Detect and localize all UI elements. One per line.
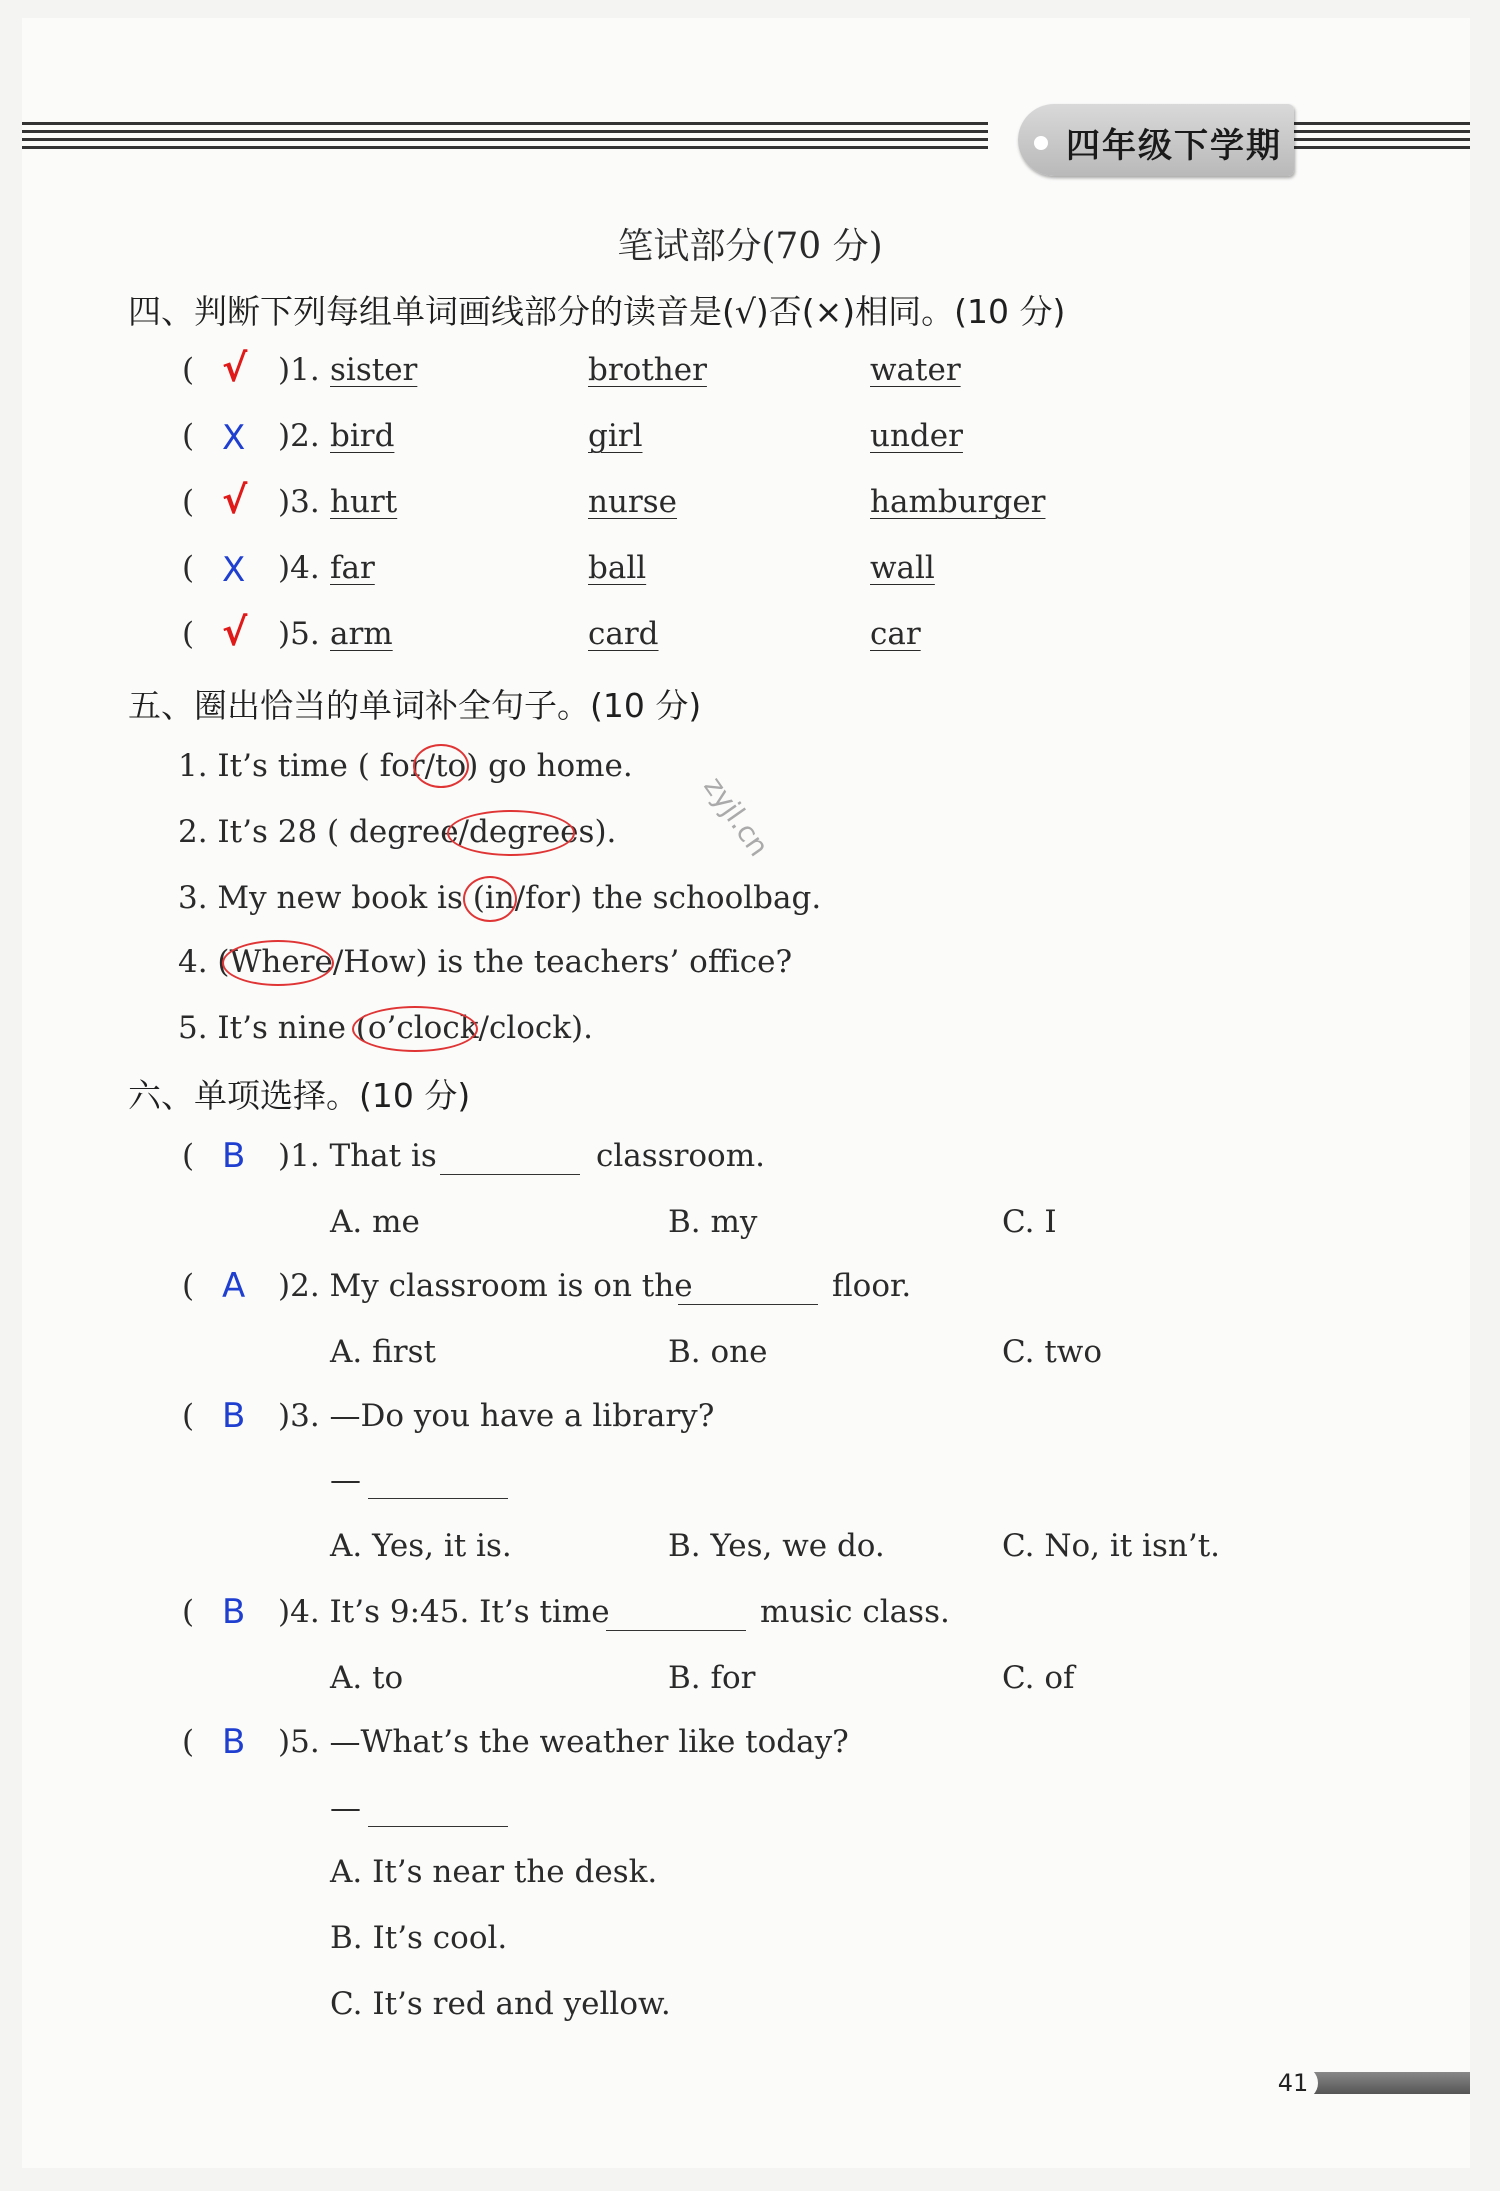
answer-mark: B	[222, 1592, 246, 1632]
word: hurt	[330, 484, 398, 520]
question-text-end: classroom.	[596, 1138, 765, 1174]
word: sister	[330, 352, 418, 388]
word: arm	[330, 616, 393, 652]
open-paren: (	[182, 1398, 195, 1434]
question-text: )2. My classroom is on the	[278, 1268, 693, 1304]
reply-dash: —	[330, 1790, 361, 1826]
header-rule-right	[1290, 122, 1470, 160]
item-number: )3.	[278, 484, 320, 520]
answer-mark: X	[222, 418, 246, 458]
answer-mark: X	[222, 550, 246, 590]
header-rule	[22, 122, 988, 160]
question-text: )5. —What’s the weather like today?	[278, 1724, 849, 1760]
item-number: )1.	[278, 352, 320, 388]
open-paren: (	[182, 1724, 195, 1760]
question-text: )1. That is	[278, 1138, 437, 1174]
page-number-bar	[1296, 2072, 1470, 2094]
word: card	[588, 616, 659, 652]
answer-mark: √	[222, 346, 248, 390]
word: nurse	[588, 484, 678, 520]
sentence: 2. It’s 28 ( degree/degrees).	[178, 814, 617, 850]
open-paren: (	[182, 550, 195, 586]
section4-heading: 四、判断下列每组单词画线部分的读音是(√)否(×)相同。(10 分)	[128, 292, 1066, 331]
answer-circle	[413, 744, 469, 788]
word: car	[870, 616, 921, 652]
page-number: 41	[1268, 2066, 1318, 2100]
option-c: C. It’s red and yellow.	[330, 1986, 671, 2022]
sentence: 4. (Where/How) is the teachers’ office?	[178, 944, 793, 980]
open-paren: (	[182, 1268, 195, 1304]
section6-heading: 六、单项选择。(10 分)	[128, 1076, 471, 1115]
open-paren: (	[182, 1594, 195, 1630]
word: wall	[870, 550, 935, 586]
answer-mark: B	[222, 1722, 246, 1762]
word: far	[330, 550, 375, 586]
answer-mark: B	[222, 1136, 246, 1176]
option-a: A. me	[330, 1204, 420, 1240]
badge-label: 四年级下学期	[1066, 126, 1282, 166]
option-b: B. one	[668, 1334, 768, 1370]
word: girl	[588, 418, 643, 454]
open-paren: (	[182, 418, 195, 454]
open-paren: (	[182, 352, 195, 388]
badge-dot-icon	[1034, 136, 1048, 150]
option-a: A. It’s near the desk.	[330, 1854, 658, 1890]
option-a: A. to	[330, 1660, 404, 1696]
option-b: B. my	[668, 1204, 758, 1240]
sentence: 3. My new book is (in/for) the schoolbag.	[178, 880, 822, 916]
option-b: B. It’s cool.	[330, 1920, 508, 1956]
item-number: )2.	[278, 418, 320, 454]
answer-mark: √	[222, 478, 248, 522]
section5-heading: 五、圈出恰当的单词补全句子。(10 分)	[128, 686, 702, 725]
answer-circle	[463, 876, 517, 922]
word: water	[870, 352, 961, 388]
option-b: B. for	[668, 1660, 756, 1696]
answer-circle	[352, 1006, 478, 1052]
word: hamburger	[870, 484, 1046, 520]
word: under	[870, 418, 963, 454]
page-title: 笔试部分(70 分)	[617, 226, 883, 267]
option-a: A. first	[330, 1334, 436, 1370]
reply-dash: —	[330, 1462, 361, 1498]
answer-mark: B	[222, 1396, 246, 1436]
answer-circle	[222, 940, 334, 986]
question-text: )3. —Do you have a library?	[278, 1398, 715, 1434]
sentence: 1. It’s time ( for/to) go home.	[178, 748, 633, 784]
answer-blank	[440, 1148, 580, 1175]
open-paren: (	[182, 616, 195, 652]
option-c: C. two	[1002, 1334, 1102, 1370]
item-number: )4.	[278, 550, 320, 586]
item-number: )5.	[278, 616, 320, 652]
question-text-end: floor.	[832, 1268, 912, 1304]
answer-blank	[368, 1472, 508, 1499]
option-b: B. Yes, we do.	[668, 1528, 885, 1564]
option-a: A. Yes, it is.	[330, 1528, 512, 1564]
answer-mark: √	[222, 610, 248, 654]
option-c: C. No, it isn’t.	[1002, 1528, 1220, 1564]
word: ball	[588, 550, 647, 586]
option-c: C. of	[1002, 1660, 1075, 1696]
answer-blank	[678, 1278, 818, 1305]
open-paren: (	[182, 484, 195, 520]
answer-circle	[447, 810, 575, 856]
answer-blank	[606, 1604, 746, 1631]
word: brother	[588, 352, 707, 388]
open-paren: (	[182, 1138, 195, 1174]
option-c: C. I	[1002, 1204, 1057, 1240]
sentence: 5. It’s nine (o’clock/clock).	[178, 1010, 593, 1046]
word: bird	[330, 418, 395, 454]
question-text: )4. It’s 9:45. It’s time	[278, 1594, 610, 1630]
answer-blank	[368, 1800, 508, 1827]
answer-mark: A	[222, 1266, 246, 1306]
question-text-end: music class.	[760, 1594, 950, 1630]
grade-badge	[1018, 104, 1294, 176]
watermark: zyjl.cn	[697, 770, 776, 863]
